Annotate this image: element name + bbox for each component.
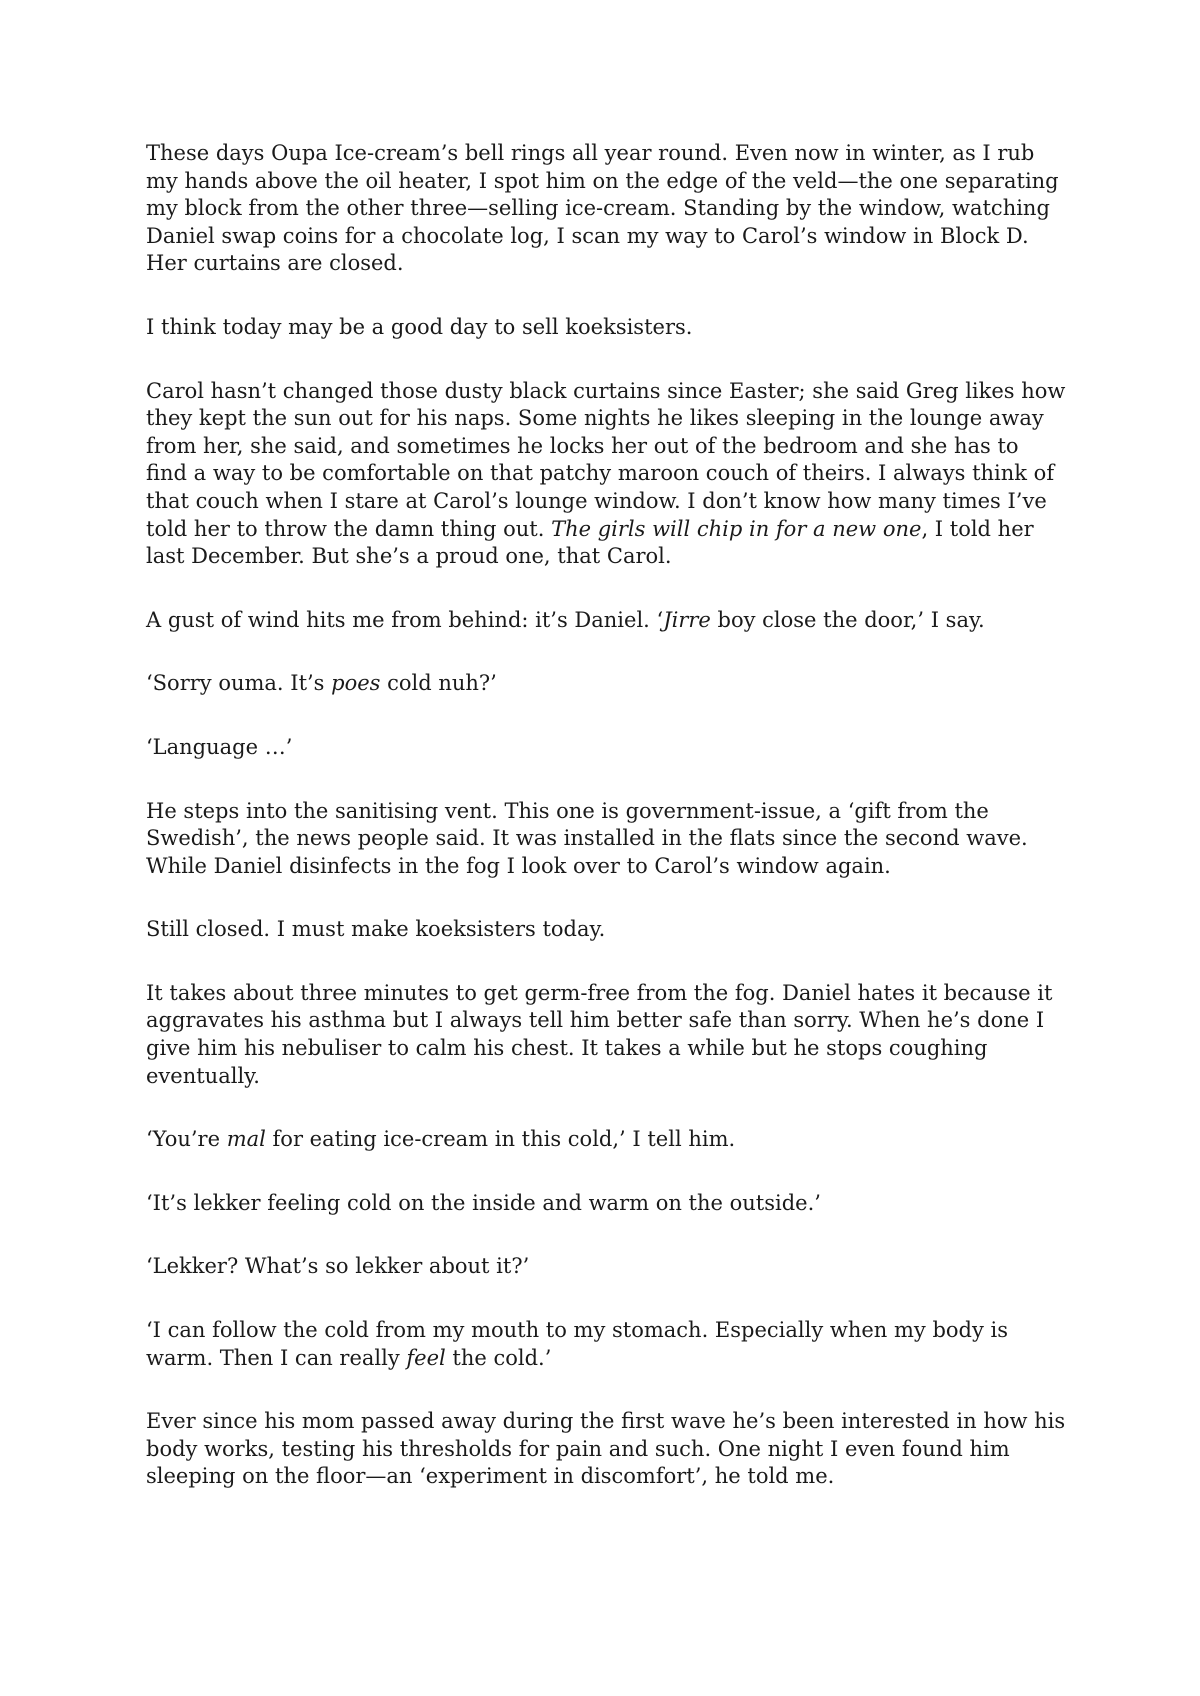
paragraph — [146, 670, 1066, 698]
text-run: Ever since his mom passed away during the first wave he’s been interested in how his body works, testing his thresholds for pain and such. One night I even found him sleeping on the floor—an ‘experiment in discomfort’, he told me. — [146, 1409, 1066, 1489]
paragraph — [146, 378, 1066, 571]
text-run: , I told her last December. But she’s a proud one, that Carol. — [146, 516, 1034, 569]
text-run: for eating ice-cream in this cold,’ I tell him. — [265, 1127, 736, 1152]
text-run: Carol hasn’t changed those dusty black curtains since Easter; she said Greg likes how they kept the sun out for his naps. Some nights he likes sleeping in the lounge away from her, she said, and sometimes he locks her out of the bedroom and she has to find a way to be comfortable on that patchy maroon couch of theirs. I always think of that couch when I stare at Carol’s lounge window. I don’t know how many times I’ve told her to throw the damn thing out. — [146, 378, 1066, 541]
text-run: Still closed. I must make koeksisters today. — [146, 917, 606, 942]
paragraph — [146, 916, 1066, 944]
italic-text-run: mal — [226, 1127, 266, 1152]
italic-text-run: feel — [406, 1345, 446, 1370]
paragraph — [146, 980, 1066, 1090]
text-run: ‘Sorry ouma. It’s — [146, 671, 332, 696]
text-run: cold nuh?’ — [380, 671, 497, 696]
paragraph — [146, 734, 1066, 762]
text-run: He steps into the sanitising vent. This one is government-issue, a ‘gift from the Swedish’, the news people said. It was installed in the flats since the second wave. While Daniel disinfects in the fog I look over to Carol’s window again. — [146, 798, 1028, 878]
paragraph — [146, 1190, 1066, 1218]
paragraph — [146, 1408, 1066, 1491]
text-run: ‘Language …’ — [146, 734, 293, 759]
text-run: ‘Lekker? What’s so lekker about it?’ — [146, 1254, 530, 1279]
text-run: the cold.’ — [445, 1345, 552, 1370]
paragraph — [146, 607, 1066, 635]
text-run: These days Oupa Ice-cream’s bell rings all year round. Even now in winter, as I rub my hands above the oil heater, I spot him on the edge of the veld—the one separating my block from the other three—selling ice-cream. Standing by the window, watching Daniel swap coins for a chocolate log, I scan my way to Carol’s window in Block D. Her curtains are closed. — [146, 141, 1059, 276]
text-run: ‘You’re — [146, 1127, 227, 1152]
text-run: I think today may be a good day to sell koeksisters. — [146, 314, 693, 339]
italic-text-run: poes — [331, 671, 381, 696]
text-run: ‘It’s lekker feeling cold on the inside and warm on the outside.’ — [146, 1190, 821, 1215]
text-run: boy close the door,’ I say. — [710, 607, 985, 632]
paragraph — [146, 1253, 1066, 1281]
italic-text-run: Jirre — [663, 607, 711, 632]
paragraph — [146, 798, 1066, 881]
paragraph — [146, 1317, 1066, 1372]
story-body — [146, 140, 1066, 1527]
text-run: It takes about three minutes to get germ-free from the fog. Daniel hates it because it aggravates his asthma but I always tell him better safe than sorry. When he’s done I give him his nebuliser to calm his chest. It takes a while but he stops coughing eventually. — [146, 980, 1053, 1088]
italic-text-run: The girls will chip in for a new one — [551, 516, 922, 541]
paragraph — [146, 140, 1066, 278]
paragraph — [146, 1126, 1066, 1154]
text-run: A gust of wind hits me from behind: it’s Daniel. ‘ — [146, 607, 664, 632]
text-run: ‘I can follow the cold from my mouth to my stomach. Especially when my body is warm. Then I can really — [146, 1318, 1009, 1370]
paragraph — [146, 314, 1066, 342]
